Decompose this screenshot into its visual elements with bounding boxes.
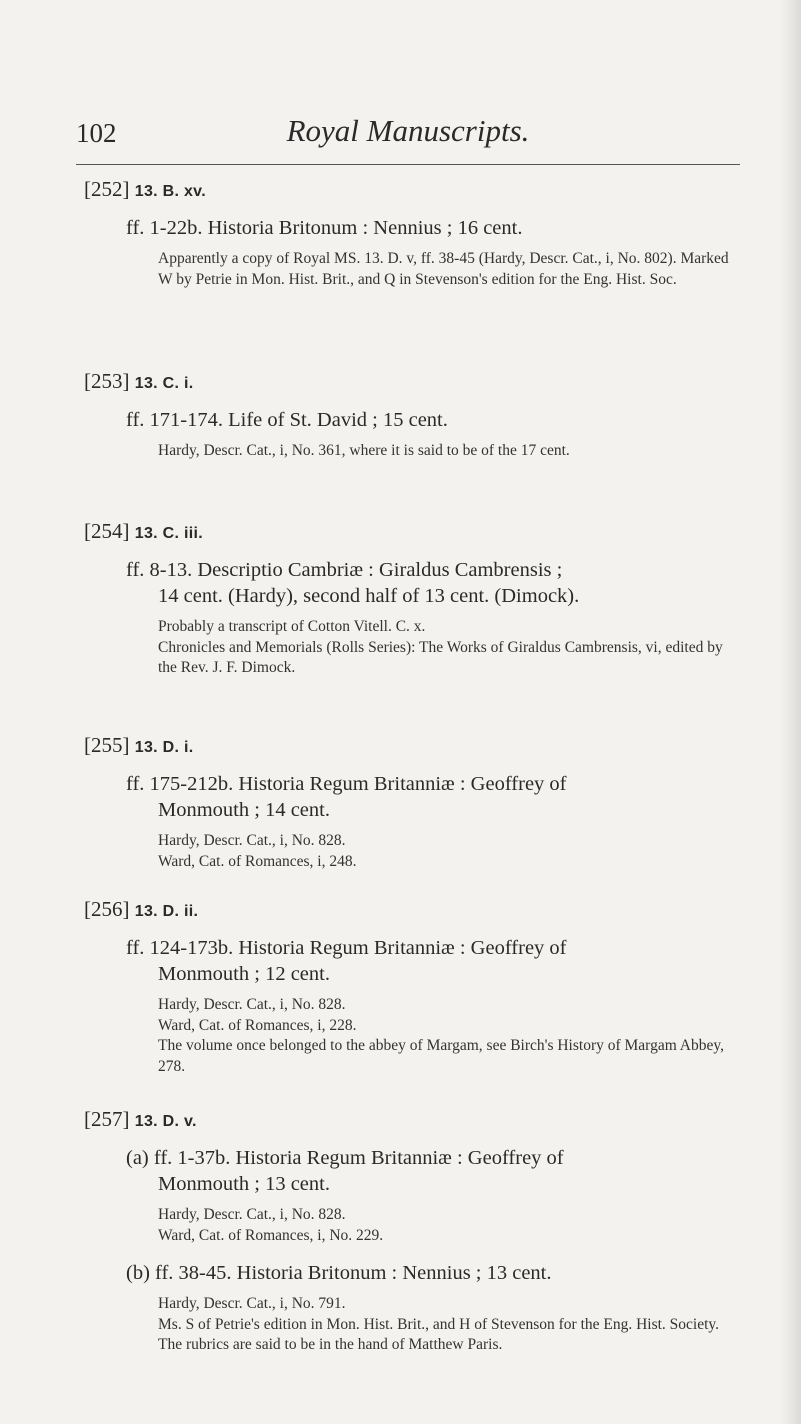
entry-description xyxy=(126,935,744,987)
note-line: Hardy, Descr. Cat., i, No. 828. xyxy=(158,832,346,849)
entry-notes xyxy=(158,249,744,290)
page-edge-shadow xyxy=(779,0,801,1424)
entry-description xyxy=(126,407,744,433)
shelf-mark: 13. D. ii. xyxy=(134,903,199,920)
note-line: Ward, Cat. of Romances, i, 248. xyxy=(158,852,357,870)
entry-notes xyxy=(158,831,744,872)
description-line: (b) ff. 38-45. Historia Britonum : Nennius ; 13 cent. xyxy=(126,1262,552,1284)
entry-number: [256] xyxy=(84,897,130,921)
entry-number: [254] xyxy=(84,519,130,543)
entry-number: [253] xyxy=(84,369,130,393)
catalogue-entry xyxy=(84,1106,744,1356)
entry-notes xyxy=(158,1205,744,1246)
note-line: Probably a transcript of Cotton Vitell. C. x. xyxy=(158,618,426,635)
catalogue-entry xyxy=(84,732,744,872)
page-number: 102 xyxy=(76,118,117,148)
description-line: ff. 1-22b. Historia Britonum : Nennius ; 16 cent. xyxy=(126,217,523,239)
entry-sub-notes xyxy=(158,1294,744,1356)
note-line: Ward, Cat. of Romances, i, No. 229. xyxy=(158,1226,384,1244)
description-line: ff. 8-13. Descriptio Cambriæ : Giraldus Cambrensis ; xyxy=(126,559,563,581)
note-line: Hardy, Descr. Cat., i, No. 791. xyxy=(158,1295,346,1312)
note-line: Ward, Cat. of Romances, i, 228. xyxy=(158,1016,357,1034)
catalogue-entry xyxy=(84,518,744,679)
catalogue-entry xyxy=(84,896,744,1077)
note-line: The rubrics are said to be in the hand of Matthew Paris. xyxy=(158,1336,503,1353)
catalogue-entry xyxy=(84,176,744,290)
entry-heading xyxy=(84,896,744,925)
note-line: Chronicles and Memorials (Rolls Series): The Works of Giraldus Cambrensis, vi, edited by the Rev. J. F. Dimock. xyxy=(158,638,723,676)
catalogue-entry xyxy=(84,368,744,462)
entry-heading xyxy=(84,518,744,547)
entry-sub-description xyxy=(126,1260,744,1286)
shelf-mark: 13. D. i. xyxy=(134,739,194,756)
running-title: Royal Manuscripts. xyxy=(286,113,530,148)
entry-number: [255] xyxy=(84,733,130,757)
entry-heading xyxy=(84,732,744,761)
note-line: Ms. S of Petrie's edition in Mon. Hist. Brit., and H of Stevenson for the Eng. Hist. Society. xyxy=(158,1315,720,1333)
entry-notes xyxy=(158,995,744,1077)
entry-number: [257] xyxy=(84,1107,130,1131)
description-line: (a) ff. 1-37b. Historia Regum Britanniæ : Geoffrey of xyxy=(126,1147,564,1169)
description-line: Monmouth ; 13 cent. xyxy=(158,1173,330,1195)
note-line: Hardy, Descr. Cat., i, No. 361, where it is said to be of the 17 cent. xyxy=(158,442,570,459)
entry-number: [252] xyxy=(84,177,130,201)
entry-description xyxy=(126,557,744,609)
note-line: The volume once belonged to the abbey of Margam, see Birch's History of Margam Abbey, 278. xyxy=(158,1037,724,1075)
description-line: Monmouth ; 14 cent. xyxy=(158,799,330,821)
shelf-mark: 13. B. xv. xyxy=(134,183,206,200)
entry-heading xyxy=(84,1106,744,1135)
page-header xyxy=(76,113,740,164)
description-line: ff. 175-212b. Historia Regum Britanniæ : Geoffrey of xyxy=(126,773,567,795)
shelf-mark: 13. D. v. xyxy=(134,1113,197,1130)
entry-notes xyxy=(158,441,744,462)
entry-description xyxy=(126,215,744,241)
entry-heading xyxy=(84,176,744,205)
note-line: Hardy, Descr. Cat., i, No. 828. xyxy=(158,996,346,1013)
entry-heading xyxy=(84,368,744,397)
shelf-mark: 13. C. iii. xyxy=(134,525,203,542)
description-line: 14 cent. (Hardy), second half of 13 cent. (Dimock). xyxy=(158,585,580,607)
entry-notes xyxy=(158,617,744,679)
description-line: Monmouth ; 12 cent. xyxy=(158,963,330,985)
shelf-mark: 13. C. i. xyxy=(134,375,194,392)
note-line: Hardy, Descr. Cat., i, No. 828. xyxy=(158,1206,346,1223)
description-line: ff. 171-174. Life of St. David ; 15 cent. xyxy=(126,409,448,431)
header-rule xyxy=(76,164,740,165)
entry-description xyxy=(126,1145,744,1197)
entry-description xyxy=(126,771,744,823)
description-line: ff. 124-173b. Historia Regum Britanniæ : Geoffrey of xyxy=(126,937,567,959)
note-line: Apparently a copy of Royal MS. 13. D. v, ff. 38-45 (Hardy, Descr. Cat., i, No. 802). Marked W by Petrie in Mon. Hist. Brit., and Q in Stevenson's edition for the Eng. Hist. Soc. xyxy=(158,250,729,288)
